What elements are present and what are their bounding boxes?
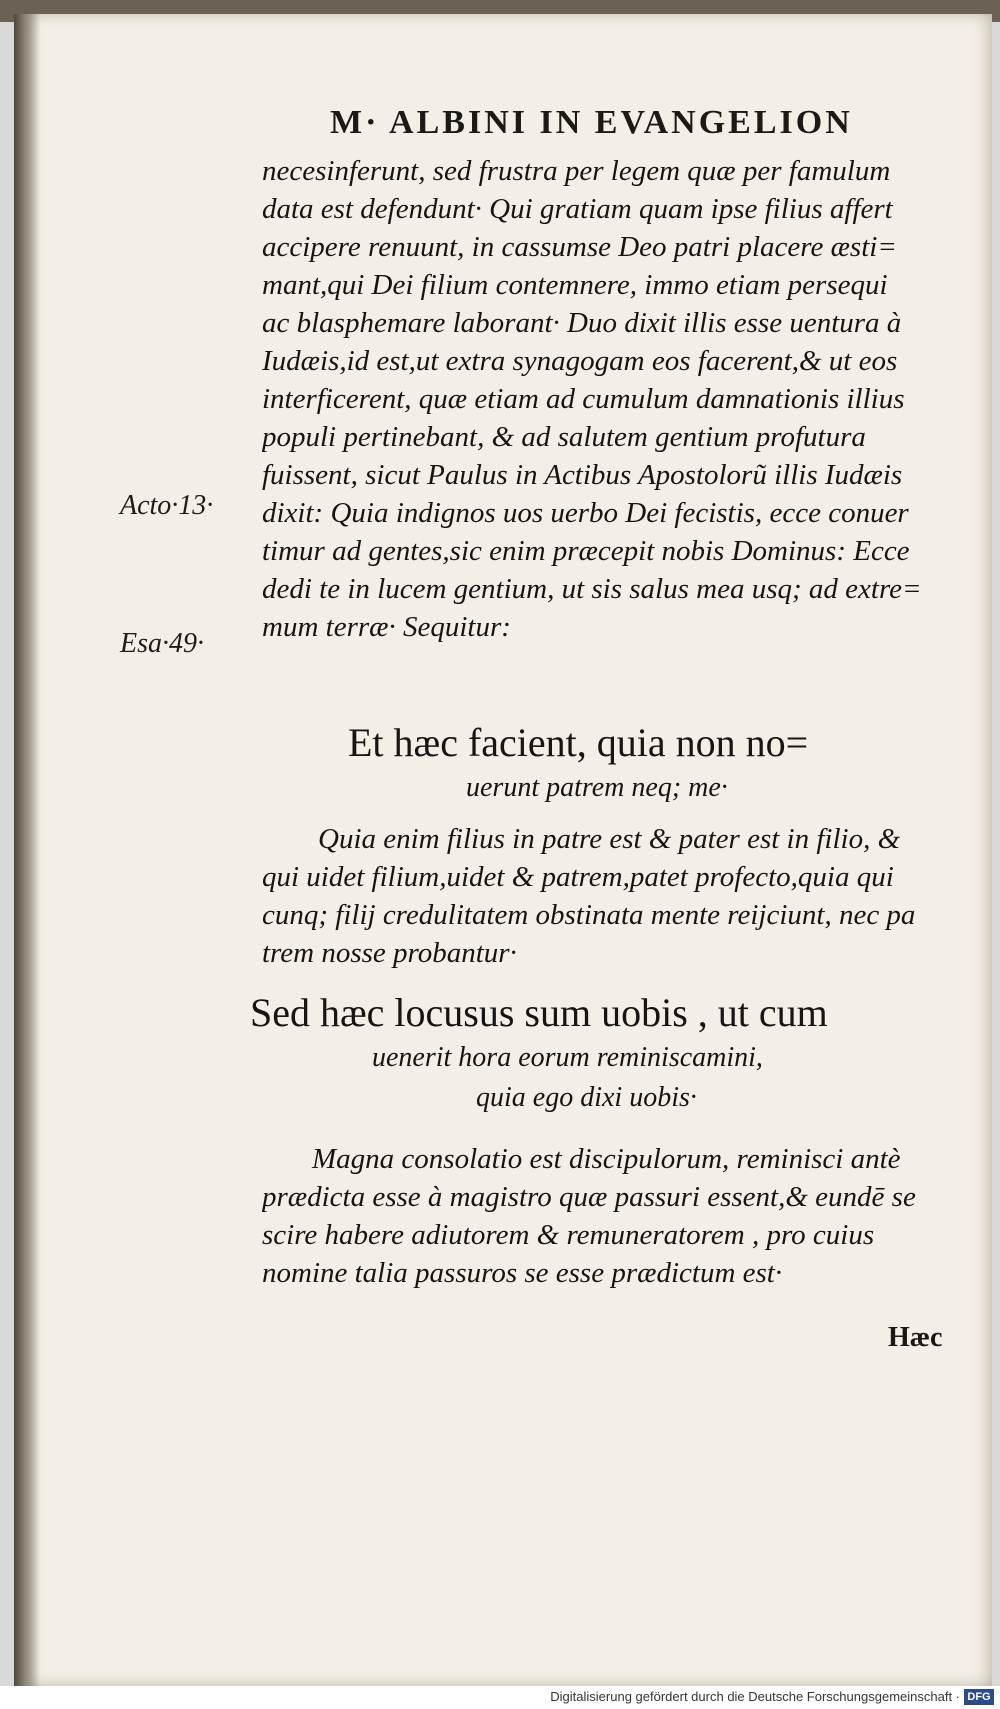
running-head: M· ALBINI IN EVANGELION <box>330 104 853 141</box>
text-line: accipere renuunt, in cassumse Deo patri placere æsti= <box>262 231 897 263</box>
lemma-heading: Sed hæc locusus sum uobis , ut cum <box>250 990 828 1035</box>
dfg-logo-icon: DFG <box>964 1689 994 1705</box>
lemma-2 <box>250 988 950 1118</box>
text-line: populi pertinebant, & ad salutem gentium profutura <box>262 421 866 453</box>
digitization-footer <box>0 1686 1000 1709</box>
text-line: mant,qui Dei filium contemnere, immo etiam persequi <box>262 269 888 301</box>
text-line: dedi te in lucem gentium, ut sis salus mea usq; ad extre= <box>262 573 922 605</box>
paragraph-3 <box>262 1140 962 1292</box>
lemma-1 <box>348 718 1000 808</box>
book-spine-shadow <box>14 14 40 1686</box>
lemma-continuation: quia ego dixi uobis· <box>476 1082 697 1113</box>
text-line: Quia enim filius in patre est & pater est in filio, & <box>318 823 901 855</box>
lemma-heading: Et hæc facient, quia non no= <box>348 720 809 765</box>
text-line: Magna consolatio est discipulorum, reminisci antè <box>312 1143 901 1175</box>
catchword: Hæc <box>888 1322 943 1353</box>
text-line: Iudæis,id est,ut extra synagogam eos facerent,& ut eos <box>262 345 898 377</box>
text-line: nomine talia passuros se esse prædictum est· <box>262 1257 783 1289</box>
text-line: cunq; filij credulitatem obstinata mente reijciunt, nec pa <box>262 899 916 931</box>
margin-note-acts: Acto·13· <box>120 490 214 521</box>
text-line: trem nosse probantur· <box>262 937 517 969</box>
text-line: interficerent, quæ etiam ad cumulum damnationis illius <box>262 383 905 415</box>
text-line: ac blasphemare laborant· Duo dixit illis esse uentura à <box>262 307 902 339</box>
footer-credit: Digitalisierung gefördert durch die Deutsche Forschungsgemeinschaft · <box>550 1689 960 1704</box>
text-line: qui uidet filium,uidet & patrem,patet profecto,quia qui <box>262 861 894 893</box>
paragraph-1 <box>262 152 962 646</box>
text-line: data est defendunt· Qui gratiam quam ipse filius affert <box>262 193 893 225</box>
text-line: fuissent, sicut Paulus in Actibus Apostolorũ illis Iudæis <box>262 459 903 491</box>
text-line: necesinferunt, sed frustra per legem quæ per famulum <box>262 155 891 187</box>
text-line: prædicta esse à magistro quæ passuri essent,& eundē se <box>262 1181 916 1213</box>
text-line: scire habere adiutorem & remuneratorem , pro cuius <box>262 1219 875 1251</box>
lemma-continuation: uenerit hora eorum reminiscamini, <box>372 1042 763 1073</box>
margin-note-isaiah: Esa·49· <box>120 628 204 659</box>
text-line: dixit: Quia indignos uos uerbo Dei fecistis, ecce conuer <box>262 497 909 529</box>
lemma-continuation: uerunt patrem neq; me· <box>466 772 728 803</box>
text-line: timur ad gentes,sic enim præcepit nobis Dominus: Ecce <box>262 535 910 567</box>
paragraph-2 <box>262 820 962 972</box>
text-line: mum terræ· Sequitur: <box>262 611 511 643</box>
